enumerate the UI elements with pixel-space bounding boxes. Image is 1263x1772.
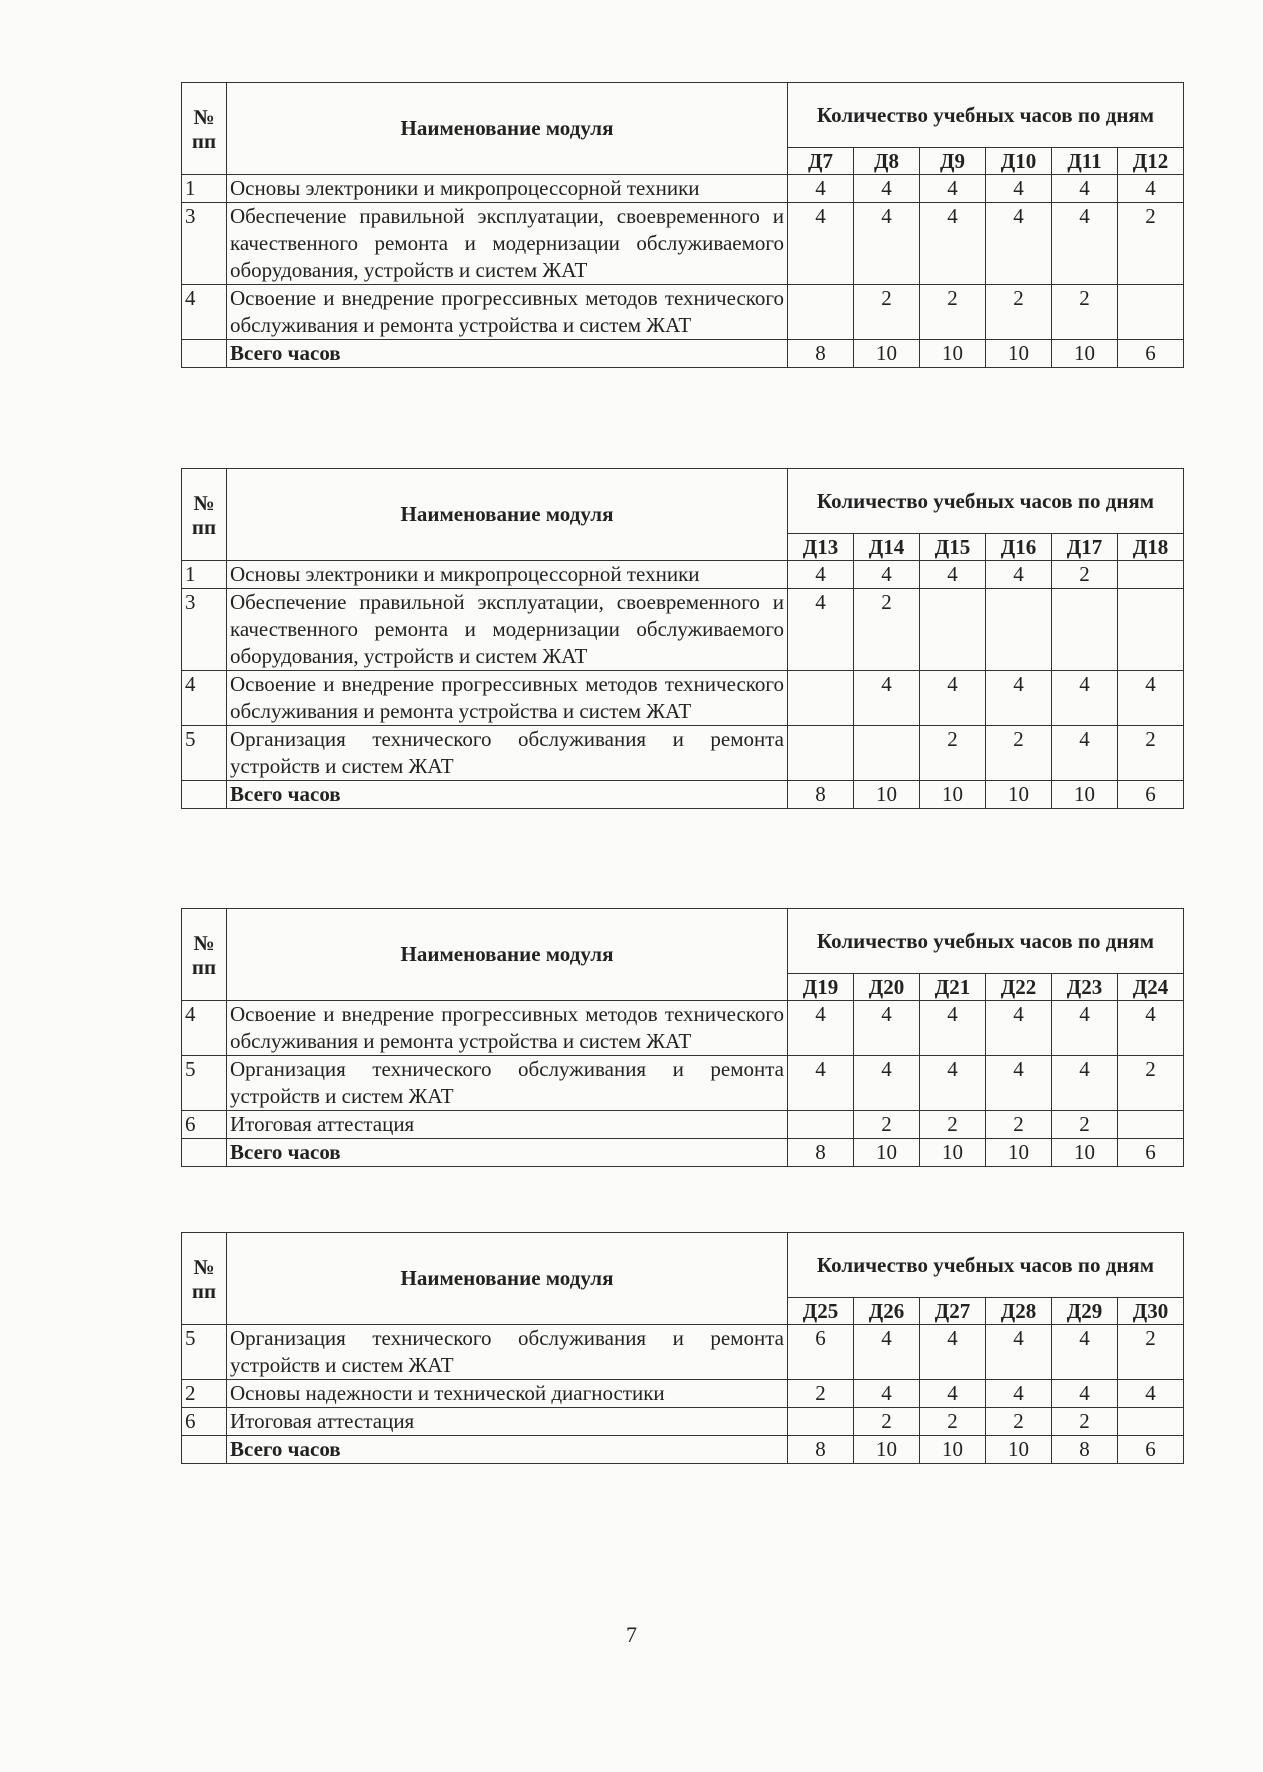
empty-cell <box>182 781 227 809</box>
hours-cell: 4 <box>1052 726 1118 781</box>
total-cell: 6 <box>1118 340 1184 368</box>
row-number: 3 <box>182 203 227 285</box>
hours-cell: 2 <box>1118 203 1184 285</box>
day-header: Д12 <box>1118 148 1184 175</box>
module-name: Обеспечение правильной эксплуатации, своевременного и качественного ремонта и модернизации обслуживаемого оборудования, устройств и систем ЖАТ <box>227 589 788 671</box>
num-header: № пп <box>182 469 227 561</box>
hours-cell: 4 <box>1052 1380 1118 1408</box>
hours-cell: 2 <box>1052 1111 1118 1139</box>
hours-cell <box>788 726 854 781</box>
day-header: Д24 <box>1118 974 1184 1001</box>
hours-cell: 4 <box>854 203 920 285</box>
hours-cell: 4 <box>986 1380 1052 1408</box>
hours-cell <box>854 726 920 781</box>
hours-table <box>181 908 1184 1167</box>
day-header: Д21 <box>920 974 986 1001</box>
hours-header: Количество учебных часов по дням <box>788 469 1184 534</box>
total-label: Всего часов <box>227 340 788 368</box>
total-cell: 8 <box>788 1139 854 1167</box>
empty-cell <box>182 1139 227 1167</box>
row-number: 4 <box>182 1001 227 1056</box>
table-row <box>182 671 1184 726</box>
hours-cell: 2 <box>854 285 920 340</box>
hours-cell: 2 <box>1052 1408 1118 1436</box>
total-cell: 6 <box>1118 1436 1184 1464</box>
total-cell: 10 <box>920 1139 986 1167</box>
total-cell: 6 <box>1118 781 1184 809</box>
hours-cell: 2 <box>986 726 1052 781</box>
day-header: Д8 <box>854 148 920 175</box>
hours-cell: 4 <box>788 561 854 589</box>
hours-cell <box>1118 589 1184 671</box>
hours-table <box>181 82 1184 368</box>
row-number: 5 <box>182 1056 227 1111</box>
hours-cell <box>1118 1111 1184 1139</box>
module-name: Освоение и внедрение прогрессивных методов технического обслуживания и ремонта устройства и систем ЖАТ <box>227 285 788 340</box>
hours-cell: 4 <box>1052 203 1118 285</box>
hours-cell: 4 <box>854 175 920 203</box>
hours-cell <box>986 589 1052 671</box>
total-label: Всего часов <box>227 781 788 809</box>
hours-cell <box>788 285 854 340</box>
total-row <box>182 781 1184 809</box>
hours-cell: 4 <box>920 1380 986 1408</box>
hours-cell: 4 <box>788 203 854 285</box>
module-name: Организация технического обслуживания и ремонта устройств и систем ЖАТ <box>227 1056 788 1111</box>
hours-cell <box>920 589 986 671</box>
day-header: Д25 <box>788 1298 854 1325</box>
day-header: Д13 <box>788 534 854 561</box>
module-name: Обеспечение правильной эксплуатации, своевременного и качественного ремонта и модернизации обслуживаемого оборудования, устройств и систем ЖАТ <box>227 203 788 285</box>
row-number: 6 <box>182 1408 227 1436</box>
total-cell: 8 <box>788 340 854 368</box>
table-row <box>182 203 1184 285</box>
hours-cell: 4 <box>854 1380 920 1408</box>
hours-header: Количество учебных часов по дням <box>788 83 1184 148</box>
row-number: 4 <box>182 671 227 726</box>
day-header: Д7 <box>788 148 854 175</box>
num-header: № пп <box>182 909 227 1001</box>
hours-cell: 4 <box>920 561 986 589</box>
hours-cell: 4 <box>854 1056 920 1111</box>
hours-cell: 4 <box>1052 1001 1118 1056</box>
day-header: Д28 <box>986 1298 1052 1325</box>
hours-cell: 4 <box>986 203 1052 285</box>
module-name: Организация технического обслуживания и ремонта устройств и систем ЖАТ <box>227 1325 788 1380</box>
row-number: 1 <box>182 561 227 589</box>
hours-header: Количество учебных часов по дням <box>788 1233 1184 1298</box>
hours-cell: 2 <box>986 1408 1052 1436</box>
total-cell: 10 <box>920 1436 986 1464</box>
hours-cell: 4 <box>1118 175 1184 203</box>
hours-cell: 4 <box>1118 671 1184 726</box>
module-name: Итоговая аттестация <box>227 1111 788 1139</box>
total-cell: 10 <box>1052 781 1118 809</box>
hours-cell: 4 <box>1118 1001 1184 1056</box>
day-header: Д9 <box>920 148 986 175</box>
day-header: Д15 <box>920 534 986 561</box>
total-row <box>182 1436 1184 1464</box>
hours-cell: 2 <box>1052 561 1118 589</box>
day-header: Д10 <box>986 148 1052 175</box>
day-header: Д20 <box>854 974 920 1001</box>
hours-table <box>181 1232 1184 1464</box>
table-row <box>182 561 1184 589</box>
hours-cell: 4 <box>788 175 854 203</box>
hours-cell: 4 <box>920 1056 986 1111</box>
module-name: Итоговая аттестация <box>227 1408 788 1436</box>
hours-cell: 2 <box>920 1111 986 1139</box>
hours-cell: 4 <box>1052 1325 1118 1380</box>
day-header: Д23 <box>1052 974 1118 1001</box>
total-cell: 10 <box>986 781 1052 809</box>
day-header: Д26 <box>854 1298 920 1325</box>
num-header: № пп <box>182 1233 227 1325</box>
hours-cell: 2 <box>920 1408 986 1436</box>
hours-cell: 2 <box>920 285 986 340</box>
hours-cell: 4 <box>1118 1380 1184 1408</box>
module-name: Организация технического обслуживания и ремонта устройств и систем ЖАТ <box>227 726 788 781</box>
hours-cell: 2 <box>1118 726 1184 781</box>
module-name-header: Наименование модуля <box>227 83 788 175</box>
module-name: Освоение и внедрение прогрессивных методов технического обслуживания и ремонта устройства и систем ЖАТ <box>227 1001 788 1056</box>
total-cell: 10 <box>854 781 920 809</box>
hours-cell: 2 <box>1118 1056 1184 1111</box>
total-cell: 10 <box>920 340 986 368</box>
hours-cell: 2 <box>1052 285 1118 340</box>
day-header: Д19 <box>788 974 854 1001</box>
hours-cell <box>1118 1408 1184 1436</box>
total-cell: 10 <box>1052 1139 1118 1167</box>
hours-cell: 4 <box>854 561 920 589</box>
day-header: Д22 <box>986 974 1052 1001</box>
day-header: Д27 <box>920 1298 986 1325</box>
hours-cell <box>1052 589 1118 671</box>
hours-cell: 2 <box>986 1111 1052 1139</box>
hours-cell: 4 <box>986 175 1052 203</box>
hours-cell: 4 <box>986 1056 1052 1111</box>
row-number: 5 <box>182 726 227 781</box>
total-row <box>182 1139 1184 1167</box>
hours-cell: 2 <box>986 285 1052 340</box>
hours-cell: 4 <box>920 175 986 203</box>
hours-cell: 4 <box>1052 175 1118 203</box>
day-header: Д29 <box>1052 1298 1118 1325</box>
hours-cell <box>1118 561 1184 589</box>
module-name: Основы электроники и микропроцессорной техники <box>227 175 788 203</box>
total-cell: 10 <box>920 781 986 809</box>
empty-cell <box>182 1436 227 1464</box>
hours-cell: 4 <box>854 1001 920 1056</box>
hours-cell: 2 <box>854 589 920 671</box>
hours-cell: 6 <box>788 1325 854 1380</box>
hours-table <box>181 468 1184 809</box>
hours-cell <box>788 1111 854 1139</box>
hours-cell: 4 <box>788 1001 854 1056</box>
module-name-header: Наименование модуля <box>227 909 788 1001</box>
module-name-header: Наименование модуля <box>227 1233 788 1325</box>
table-row <box>182 175 1184 203</box>
hours-cell: 4 <box>986 561 1052 589</box>
table-row <box>182 1001 1184 1056</box>
table-row <box>182 726 1184 781</box>
module-name: Основы надежности и технической диагностики <box>227 1380 788 1408</box>
row-number: 6 <box>182 1111 227 1139</box>
row-number: 3 <box>182 589 227 671</box>
hours-cell <box>1118 285 1184 340</box>
day-header: Д30 <box>1118 1298 1184 1325</box>
hours-cell: 4 <box>854 671 920 726</box>
total-label: Всего часов <box>227 1436 788 1464</box>
hours-cell: 4 <box>986 1325 1052 1380</box>
empty-cell <box>182 340 227 368</box>
day-header: Д16 <box>986 534 1052 561</box>
total-cell: 8 <box>1052 1436 1118 1464</box>
table-row <box>182 589 1184 671</box>
day-header: Д17 <box>1052 534 1118 561</box>
row-number: 1 <box>182 175 227 203</box>
table-row <box>182 1111 1184 1139</box>
hours-cell <box>788 1408 854 1436</box>
hours-cell: 4 <box>986 671 1052 726</box>
hours-cell: 4 <box>920 1001 986 1056</box>
total-cell: 10 <box>1052 340 1118 368</box>
hours-cell <box>788 671 854 726</box>
hours-cell: 4 <box>1052 1056 1118 1111</box>
hours-header: Количество учебных часов по дням <box>788 909 1184 974</box>
hours-cell: 2 <box>854 1408 920 1436</box>
page-number: 7 <box>626 1622 637 1647</box>
hours-cell: 4 <box>1052 671 1118 726</box>
day-header: Д18 <box>1118 534 1184 561</box>
row-number: 5 <box>182 1325 227 1380</box>
total-cell: 8 <box>788 781 854 809</box>
hours-cell: 4 <box>854 1325 920 1380</box>
hours-cell: 2 <box>920 726 986 781</box>
day-header: Д11 <box>1052 148 1118 175</box>
total-label: Всего часов <box>227 1139 788 1167</box>
total-cell: 10 <box>986 1436 1052 1464</box>
hours-cell: 2 <box>788 1380 854 1408</box>
row-number: 4 <box>182 285 227 340</box>
day-header: Д14 <box>854 534 920 561</box>
module-name-header: Наименование модуля <box>227 469 788 561</box>
table-row <box>182 285 1184 340</box>
hours-cell: 4 <box>920 671 986 726</box>
total-cell: 10 <box>854 1139 920 1167</box>
total-cell: 10 <box>854 1436 920 1464</box>
total-cell: 10 <box>986 1139 1052 1167</box>
total-row <box>182 340 1184 368</box>
total-cell: 10 <box>854 340 920 368</box>
hours-cell: 4 <box>788 589 854 671</box>
hours-cell: 4 <box>986 1001 1052 1056</box>
hours-cell: 4 <box>920 203 986 285</box>
table-row <box>182 1380 1184 1408</box>
hours-cell: 4 <box>788 1056 854 1111</box>
hours-cell: 2 <box>854 1111 920 1139</box>
hours-cell: 4 <box>920 1325 986 1380</box>
table-row <box>182 1408 1184 1436</box>
hours-cell: 2 <box>1118 1325 1184 1380</box>
table-row <box>182 1056 1184 1111</box>
module-name: Освоение и внедрение прогрессивных методов технического обслуживания и ремонта устройства и систем ЖАТ <box>227 671 788 726</box>
total-cell: 10 <box>986 340 1052 368</box>
total-cell: 8 <box>788 1436 854 1464</box>
row-number: 2 <box>182 1380 227 1408</box>
table-row <box>182 1325 1184 1380</box>
total-cell: 6 <box>1118 1139 1184 1167</box>
module-name: Основы электроники и микропроцессорной техники <box>227 561 788 589</box>
num-header: № пп <box>182 83 227 175</box>
